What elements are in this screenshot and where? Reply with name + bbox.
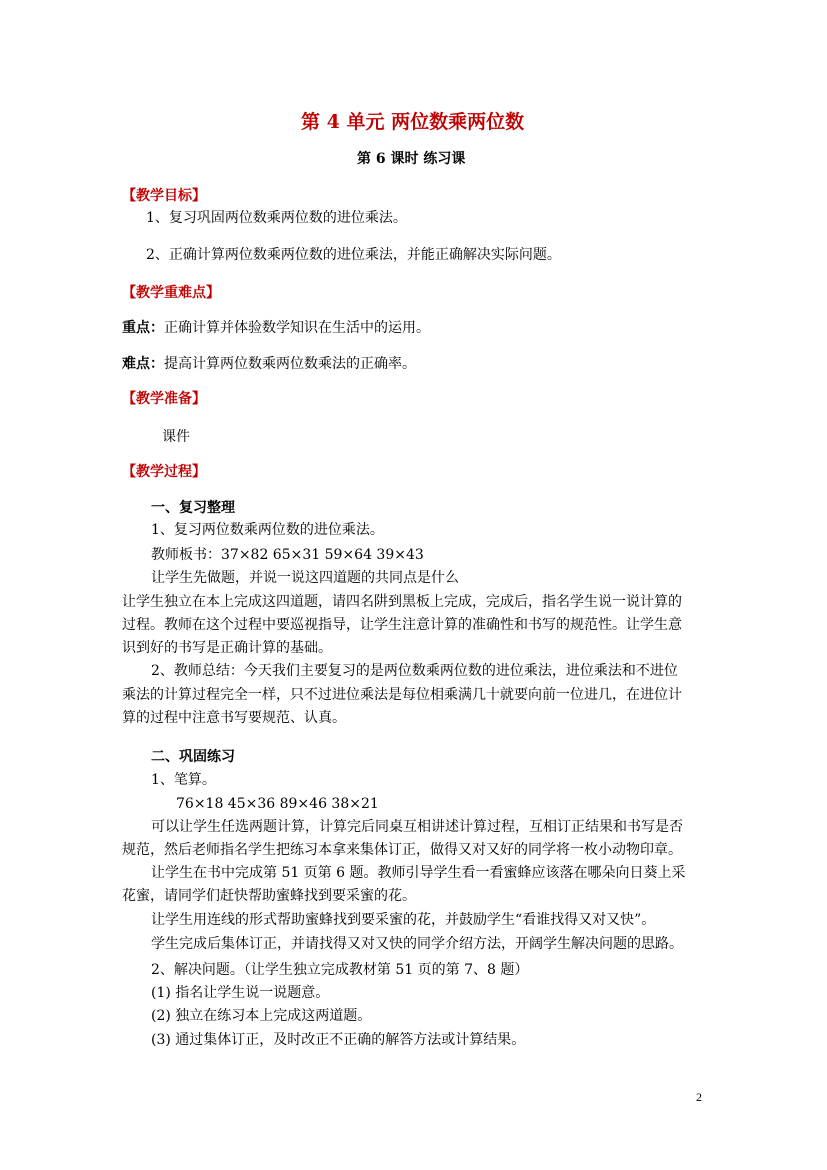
section-heading-prep: 【教学准备】	[122, 391, 206, 407]
practice-line: 让学生用连线的形式帮助蜜蜂找到要采蜜的花，并鼓励学生“看谁找得又对又快”。	[151, 912, 656, 928]
page-subtitle: 第 6 课时 练习课	[357, 151, 466, 167]
difficulty-text: 提高计算两位数乘两位数乘法的正确率。	[164, 356, 416, 372]
review-line: 让学生独立在本上完成这四道题，请四名阱到黑板上完成，完成后，指名学生说一说计算的	[122, 594, 682, 610]
difficulty-label: 难点：	[122, 356, 164, 372]
goal-item: 1、复习巩固两位数乘两位数的进位乘法。	[146, 210, 407, 226]
practice-line: 花蜜，请同学们赶快帮助蜜蜂找到要采蜜的花。	[122, 888, 416, 904]
review-line: 1、复习两位数乘两位数的进位乘法。	[151, 522, 384, 538]
key-point-line	[122, 319, 430, 337]
review-line: 2、教师总结：今天我们主要复习的是两位数乘两位数的进位乘法，进位乘法和不进位	[151, 663, 678, 679]
review-line: 教师板书：37×82 65×31 59×64 39×43	[151, 547, 424, 563]
review-line: 让学生先做题，并说一说这四道题的共同点是什么	[151, 570, 459, 586]
practice-line: (3) 通过集体订正，及时改正不正确的解答方法或计算结果。	[151, 1032, 526, 1048]
practice-line: 规范，然后老师指名学生把练习本拿来集体订正，做得又对又好的同学将一枚小动物印章。	[122, 842, 682, 858]
practice-line: (1) 指名让学生说一说题意。	[151, 985, 330, 1001]
section-heading-goals: 【教学目标】	[122, 188, 206, 204]
practice-line: 可以让学生任选两题计算，计算完后同桌互相讲述计算过程，互相订正结果和书写是否	[151, 819, 683, 835]
practice-heading: 二、巩固练习	[151, 749, 235, 765]
practice-line: 2、解决问题。（让学生独立完成教材第 51 页的第 7、8 题）	[151, 962, 529, 978]
difficulty-line	[122, 355, 416, 373]
goal-item: 2、正确计算两位数乘两位数的进位乘法，并能正确解决实际问题。	[146, 247, 561, 263]
review-line: 乘法的计算过程完全一样，只不过进位乘法是每位相乘满几十就要向前一位进几，在进位计	[122, 687, 682, 703]
section-heading-key-points: 【教学重难点】	[122, 285, 220, 301]
practice-line: 1、笔算。	[151, 772, 216, 788]
section-heading-process: 【教学过程】	[122, 464, 206, 480]
page-number: 2	[696, 1090, 702, 1104]
review-line: 识到好的书写是正确计算的基础。	[122, 640, 332, 656]
practice-line: 让学生在书中完成第 51 页第 6 题。教师引导学生看一看蜜蜂应该落在哪朵向日葵上采	[151, 865, 686, 881]
review-line: 过程。教师在这个过程中要巡视指导，让学生注意计算的准确性和书写的规范性。让学生意	[122, 617, 682, 633]
review-line: 算的过程中注意书写要规范、认真。	[122, 710, 346, 726]
key-point-label: 重点：	[122, 320, 164, 336]
practice-line: 学生完成后集体订正，并请找得又对又快的同学介绍方法，开阔学生解决问题的思路。	[151, 936, 683, 952]
practice-line: 76×18 45×36 89×46 38×21	[176, 796, 379, 812]
key-point-text: 正确计算并体验数学知识在生活中的运用。	[164, 320, 430, 336]
review-heading: 一、复习整理	[151, 500, 235, 516]
page-title: 第 4 单元 两位数乘两位数	[301, 111, 525, 133]
prep-text: 课件	[162, 429, 190, 445]
practice-line: (2) 独立在练习本上完成这两道题。	[151, 1008, 372, 1024]
